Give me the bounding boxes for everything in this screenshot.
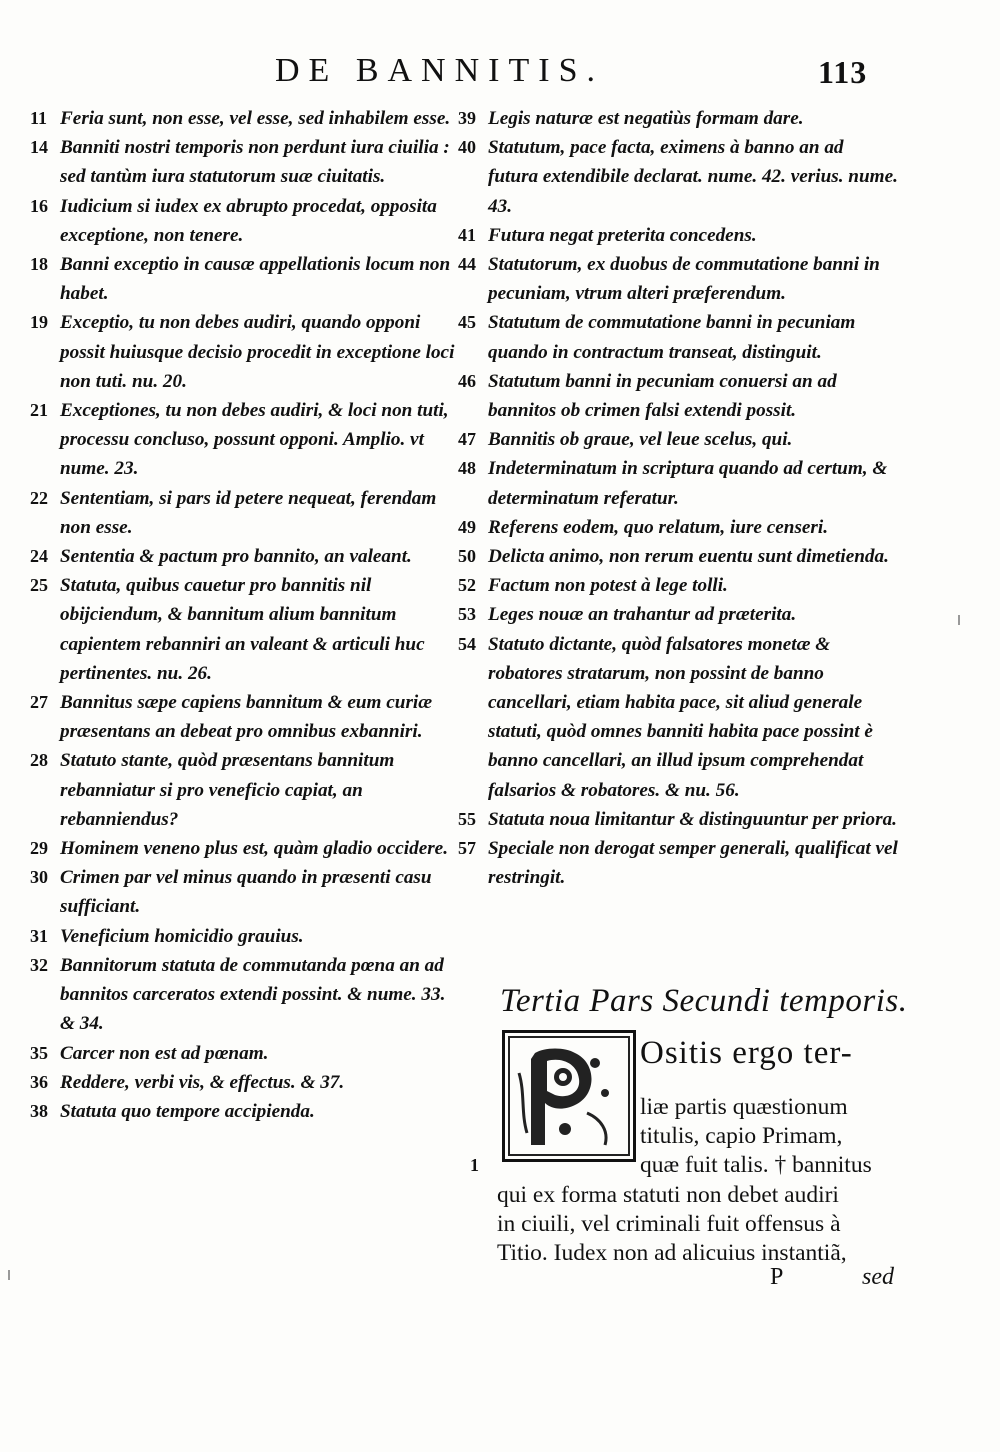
summary-entry [458,104,898,133]
summary-entry [458,600,898,629]
entry-text: Veneficium homicidio grauius. [60,925,304,947]
entry-text: Iudicium si iudex ex abrupto procedat, opposita exceptione, non tenere. [60,195,437,246]
entry-text: Sententiam, si pars id petere nequeat, ferendam non esse. [60,487,437,538]
entry-number: 49 [458,516,476,537]
summary-entry [30,922,460,951]
entry-number: 35 [30,1042,48,1063]
summary-column-left [30,104,460,1126]
entry-number: 40 [458,137,476,158]
entry-text: Statutum banni in pecuniam conuersi an ad bannitos ob crimen falsi extendi possit. [488,370,837,422]
entry-text: Factum non potest à lege tolli. [488,575,728,597]
entry-number: 16 [30,195,48,216]
entry-number: 39 [458,108,476,128]
entry-number: 18 [30,254,48,275]
page-number: 113 [818,54,868,90]
entry-text: Exceptiones, tu non debes audiri, & loci non tuti, processu concluso, possunt opponi. Amplio. vt nume. 23. [60,400,449,480]
entry-text: Futura negat preterita concedens. [488,224,757,246]
entry-number: 31 [30,925,48,946]
summary-entry [458,221,898,250]
summary-entry [30,192,460,250]
entry-text: Statuta, quibus cauetur pro bannitis nil obijciendum, & bannitum alium bannitum capientem rebanniri an valeant & articuli huc pertinentes. nu. 26. [60,575,425,684]
entry-text: Crimen par vel minus quando in præsenti casu sufficiant. [60,867,432,918]
entry-text: Exceptio, tu non debes audiri, quando opponi possit huiusque decisio procedit in exceptione loci non tuti. nu. 20. [60,312,455,392]
body-line-4: quæ fuit talis. † bannitus [640,1152,872,1178]
entry-text: Reddere, verbi vis, & effectus. & 37. [60,1071,345,1093]
paper-speck [958,615,960,625]
summary-entry [458,133,898,221]
entry-number: 22 [30,487,48,508]
entry-text: Statuto stante, quòd præsentans bannitum rebanniatur si pro veneficio capiat, an rebanniendus? [60,750,395,830]
summary-entry [458,834,898,892]
body-line-5: qui ex forma statuti non debet audiri [497,1182,839,1208]
summary-entry [30,308,460,396]
summary-entry [458,454,898,512]
summary-entry [30,133,460,191]
summary-entry [30,951,460,1039]
body-line-1: Ositis ergo ter- [640,1035,853,1071]
entry-number: 52 [458,575,476,596]
body-line-2: liæ partis quæstionum [640,1094,848,1120]
decorated-initial-p-icon [502,1030,636,1162]
entry-number: 28 [30,750,48,771]
entry-number: 54 [458,633,476,654]
entry-text: Statuta noua limitantur & distinguuntur per priora. [488,808,897,830]
paper-speck [8,1270,10,1280]
entry-number: 36 [30,1071,48,1092]
summary-entry [30,484,460,542]
entry-number: 11 [30,108,48,128]
section-heading: Tertia Pars Secundi temporis. [500,983,908,1019]
body-line-6: in ciuili, vel criminali fuit offensus à [497,1211,841,1237]
entry-text: Statuto dictante, quòd falsatores monetæ & robatores stratarum, non possint de banno cancellari, etiam habita pace, sit aliud generale statuti, quòd omnes banniti habita pace possint è banno cancellari, an illud ipsum comprehendat falsarios & robatores. & nu. 56. [488,633,873,801]
entry-number: 50 [458,546,476,567]
summary-entry [458,513,898,542]
entry-text: Bannitis ob graue, vel leue scelus, qui. [488,429,793,451]
summary-entry [458,542,898,571]
catchword: sed [862,1264,894,1290]
entry-text: Delicta animo, non rerum euentu sunt dimetienda. [488,546,889,568]
summary-entry [30,250,460,308]
entry-text: Banni exceptio in causæ appellationis locum non habet. [60,254,451,305]
entry-number: 21 [30,400,48,421]
summary-entry [458,630,898,805]
running-title: DE BANNITIS. [275,52,604,89]
summary-entry [458,571,898,600]
entry-number: 14 [30,137,48,158]
entry-text: Hominem veneno plus est, quàm gladio occidere. [60,838,448,860]
summary-entry [30,571,460,688]
entry-number: 57 [458,838,476,859]
entry-text: Carcer non est ad pœnam. [60,1042,269,1064]
summary-column-right [458,104,898,892]
entry-number: 30 [30,867,48,888]
entry-number: 25 [30,575,48,596]
body-line-3: titulis, capio Primam, [640,1123,843,1149]
summary-entry [30,746,460,834]
entry-number: 53 [458,604,476,625]
entry-text: Statutum de commutatione banni in pecuniam quando in contractum transeat, distinguit. [488,312,856,363]
entry-text: Sententia & pactum pro bannito, an valeant. [60,546,412,568]
summary-entry [30,542,460,571]
entry-text: Speciale non derogat semper generali, qualificat vel restringit. [488,838,898,889]
summary-entry [458,250,898,308]
entry-number: 38 [30,1100,48,1121]
entry-number: 47 [458,429,476,450]
summary-entry [30,1097,460,1126]
entry-text: Referens eodem, quo relatum, iure censeri. [488,516,829,538]
entry-text: Bannitorum statuta de commutanda pœna an ad bannitos carceratos extendi possint. & nume. 33. & 34. [60,954,446,1035]
entry-number: 27 [30,692,48,713]
summary-entry [30,104,460,133]
summary-entry [30,396,460,484]
entry-number: 41 [458,224,476,245]
entry-number: 24 [30,546,48,567]
entry-text: Banniti nostri temporis non perdunt iura ciuilia : sed tantùm iura statutorum suæ ciuitatis. [60,137,450,188]
summary-entry [458,805,898,834]
entry-text: Statutum, pace facta, eximens à banno an ad futura extendibile declarat. nume. 42. verius. nume. 43. [488,137,898,217]
entry-text: Statutorum, ex duobus de commutatione banni in pecuniam, vtrum alteri præferendum. [488,254,880,305]
summary-entry [458,425,898,454]
summary-entry [30,1068,460,1097]
entry-number: 55 [458,808,476,829]
entry-number: 44 [458,254,476,275]
entry-number: 32 [30,954,48,975]
summary-entry [458,308,898,366]
body-line-7: Titio. Iudex non ad alicuius instantiã, [497,1240,847,1266]
entry-number: 45 [458,312,476,333]
running-header [0,52,1000,102]
summary-entry [30,1039,460,1068]
entry-number: 46 [458,370,476,391]
summary-entry [30,688,460,746]
signature-mark: P [770,1264,784,1290]
margin-number: 1 [470,1155,479,1175]
entry-text: Bannitus sæpe capiens bannitum & eum curiæ præsentans an debeat pro omnibus exbanniri. [60,692,433,743]
summary-entry [30,863,460,921]
entry-text: Feria sunt, non esse, vel esse, sed inhabilem esse. [60,108,451,129]
entry-text: Indeterminatum in scriptura quando ad certum, & determinatum referatur. [488,458,888,509]
entry-text: Legis naturæ est negatiùs formam dare. [488,108,804,129]
entry-number: 48 [458,458,476,479]
entry-number: 29 [30,838,48,859]
summary-entry [30,834,460,863]
entry-text: Statuta quo tempore accipienda. [60,1100,315,1122]
entry-text: Leges nouæ an trahantur ad præterita. [488,604,797,626]
summary-entry [458,367,898,425]
entry-number: 19 [30,312,48,333]
